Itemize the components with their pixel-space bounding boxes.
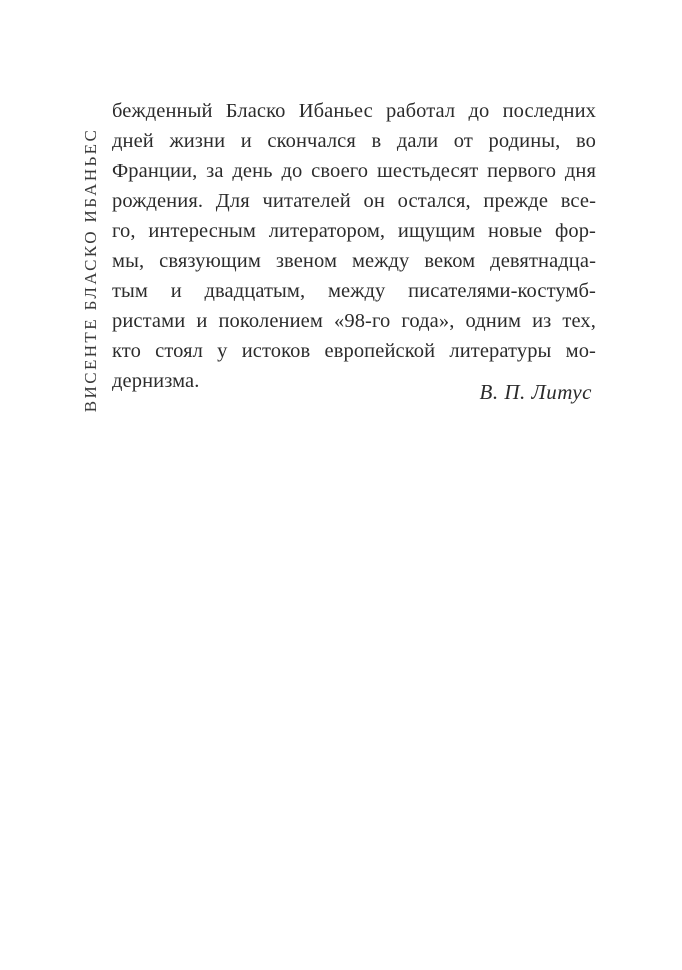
paragraph-line: дней жизни и скончался в дали от родины, во (112, 130, 596, 152)
paragraph-line: мы, связующим звеном между веком девятнадца- (112, 250, 596, 272)
paragraph-line: Франции, за день до своего шестьдесят первого дня (112, 160, 596, 182)
paragraph-line: тым и двадцатым, между писателями-костумб- (112, 280, 596, 302)
paragraph-line: дернизма. (112, 370, 200, 392)
paragraph-line: го, интересным литератором, ищущим новые фор- (112, 220, 596, 242)
paragraph-line: кто стоял у истоков европейской литературы мо- (112, 340, 596, 362)
paragraph-line: бежденный Бласко Ибаньес работал до последних (112, 100, 596, 122)
body-paragraph (112, 96, 596, 396)
author-signature: В. П. Литус (479, 380, 592, 404)
running-header (80, 100, 102, 440)
paragraph-line: рождения. Для читателей он остался, прежде все- (112, 190, 596, 212)
paragraph-line: ристами и поколением «98-го года», одним из тех, (112, 310, 596, 332)
running-header-text: ВИСЕНТЕ БЛАСКО ИБАНЬЕС (81, 127, 100, 413)
